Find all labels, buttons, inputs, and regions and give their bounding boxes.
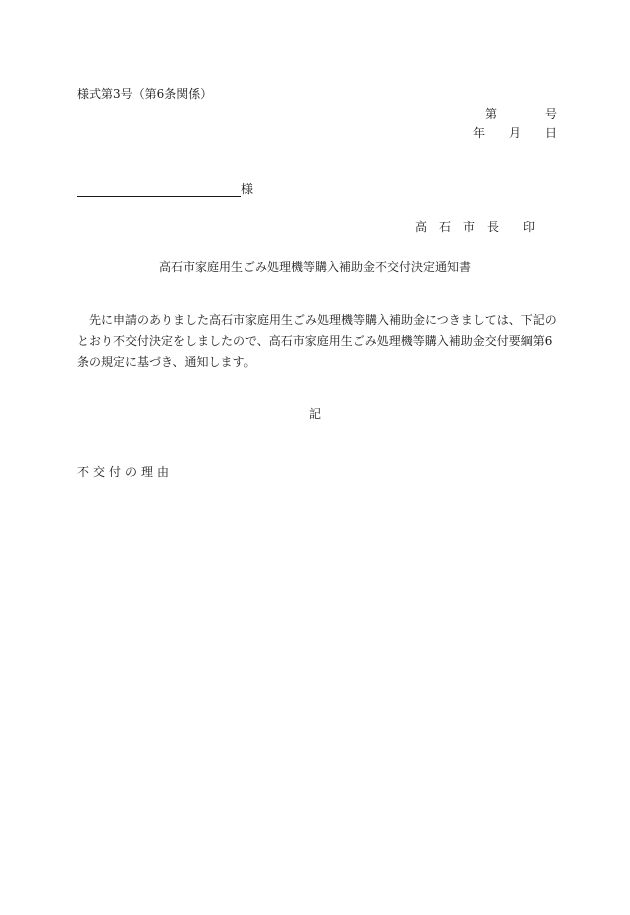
number-suffix: 号 — [544, 107, 557, 121]
addressee-blank-line — [77, 182, 241, 197]
date-day: 日 — [544, 126, 557, 140]
reason-label: 不交付の理由 — [77, 465, 174, 479]
number-prefix: 第 — [484, 107, 497, 121]
date-gap — [485, 124, 509, 141]
document-number — [485, 105, 557, 122]
form-number: 様式第3号（第6条関係） — [77, 87, 213, 101]
body-text: 先に申請のありました高石市家庭用生ごみ処理機等購入補助金につきましては、下記のとおり不交付決定をしましたので、高石市家庭用生ごみ処理機等購入補助金交付要綱第6条の規定に基づき、通知します。 — [77, 313, 557, 369]
addressee-suffix: 様 — [241, 182, 254, 196]
addressee — [77, 180, 253, 197]
date-gap — [521, 124, 545, 141]
date-month: 月 — [508, 126, 521, 140]
document-date — [473, 124, 557, 141]
sender: 高 石 市 長 印 — [414, 220, 535, 234]
document-title: 高石市家庭用生ごみ処理機等購入補助金不交付決定通知書 — [158, 260, 471, 274]
number-blank — [503, 105, 545, 122]
ki-heading: 記 — [308, 407, 321, 421]
date-year: 年 — [472, 126, 485, 140]
